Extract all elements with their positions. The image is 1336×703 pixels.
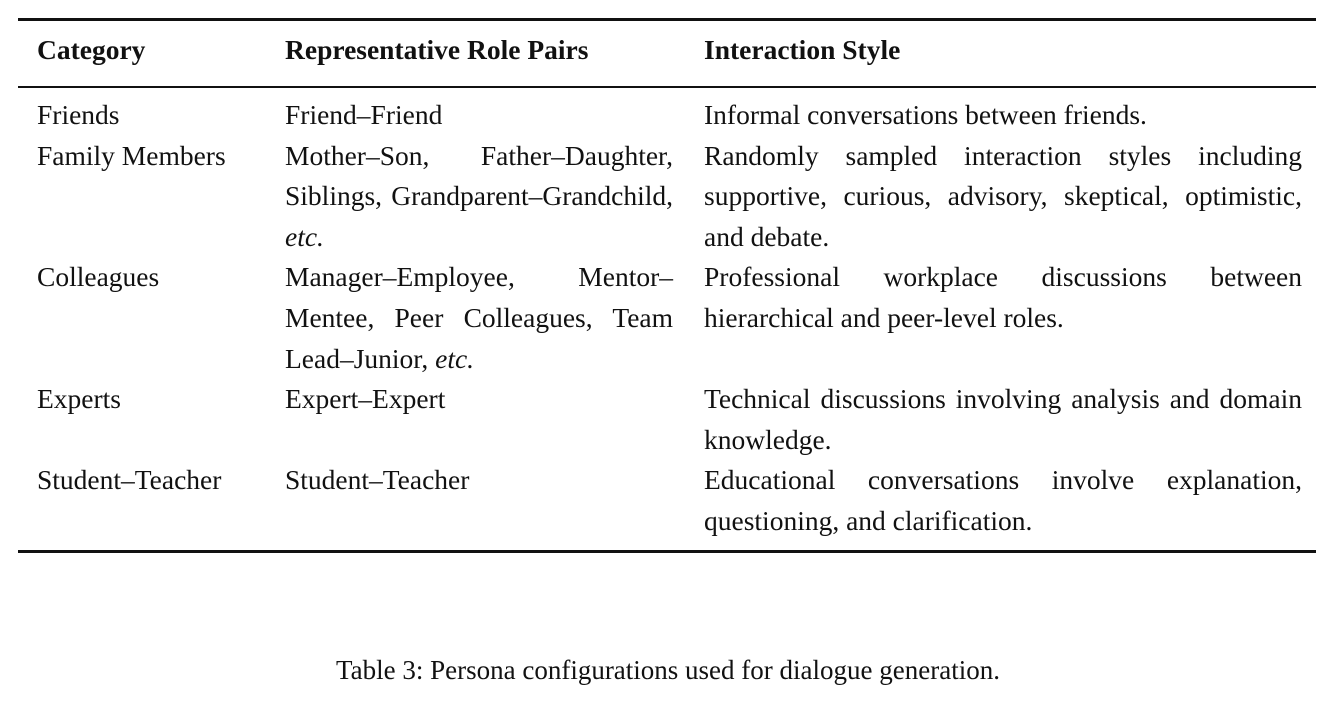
- cell-category: Colleagues: [37, 261, 160, 293]
- header-category: Category: [37, 34, 146, 65]
- table-caption: Table 3: Persona configurations used for dialogue generation.: [336, 655, 1000, 685]
- table-row: [18, 136, 1316, 258]
- cell-interaction-style: Professional workplace discussions between hierarchical and peer-level roles.: [704, 261, 1302, 333]
- cell-role-pairs: [267, 460, 685, 551]
- table-header: [18, 20, 1316, 88]
- role-pairs-etc: etc.: [435, 342, 475, 374]
- cell-role-pairs: [267, 257, 685, 379]
- cell-role-pairs: [267, 379, 685, 460]
- header-row: [18, 20, 1316, 88]
- role-pairs-text: Expert–Expert: [285, 383, 446, 415]
- cell-category: Family Members: [37, 139, 226, 171]
- cell-role-pairs: [267, 136, 685, 258]
- cell-interaction-style: Educational conversations involve explanation, questioning, and clarification.: [704, 464, 1302, 536]
- cell-interaction-style: Technical discussions involving analysis and domain knowledge.: [704, 383, 1302, 455]
- cell-category: Friends: [37, 99, 120, 130]
- cell-role-pairs: [267, 87, 685, 136]
- role-pairs-text: Student–Teacher: [285, 464, 470, 496]
- cell-interaction-style: Randomly sampled interaction styles including supportive, curious, advisory, skeptical, optimistic, and debate.: [704, 139, 1302, 252]
- table-row: [18, 460, 1316, 551]
- role-pairs-etc: etc.: [285, 220, 324, 252]
- role-pairs-text: Friend–Friend: [285, 99, 443, 130]
- persona-table: [18, 18, 1316, 553]
- cell-category: Experts: [37, 383, 122, 415]
- cell-category: Student–Teacher: [37, 464, 222, 496]
- table-row: [18, 257, 1316, 379]
- header-role-pairs: Representative Role Pairs: [285, 34, 589, 65]
- table-row: [18, 87, 1316, 136]
- table-body: [18, 87, 1316, 551]
- persona-table-container: [18, 18, 1316, 553]
- table-row: [18, 379, 1316, 460]
- role-pairs-text: Manager–Employee, Mentor–Mentee, Peer Colleagues, Team Lead–Junior,: [285, 261, 673, 374]
- cell-interaction-style: Informal conversations between friends.: [704, 99, 1147, 130]
- header-interaction-style: Interaction Style: [704, 34, 901, 65]
- role-pairs-text: Mother–Son, Father–Daughter, Siblings, Grandparent–Grandchild,: [285, 139, 673, 212]
